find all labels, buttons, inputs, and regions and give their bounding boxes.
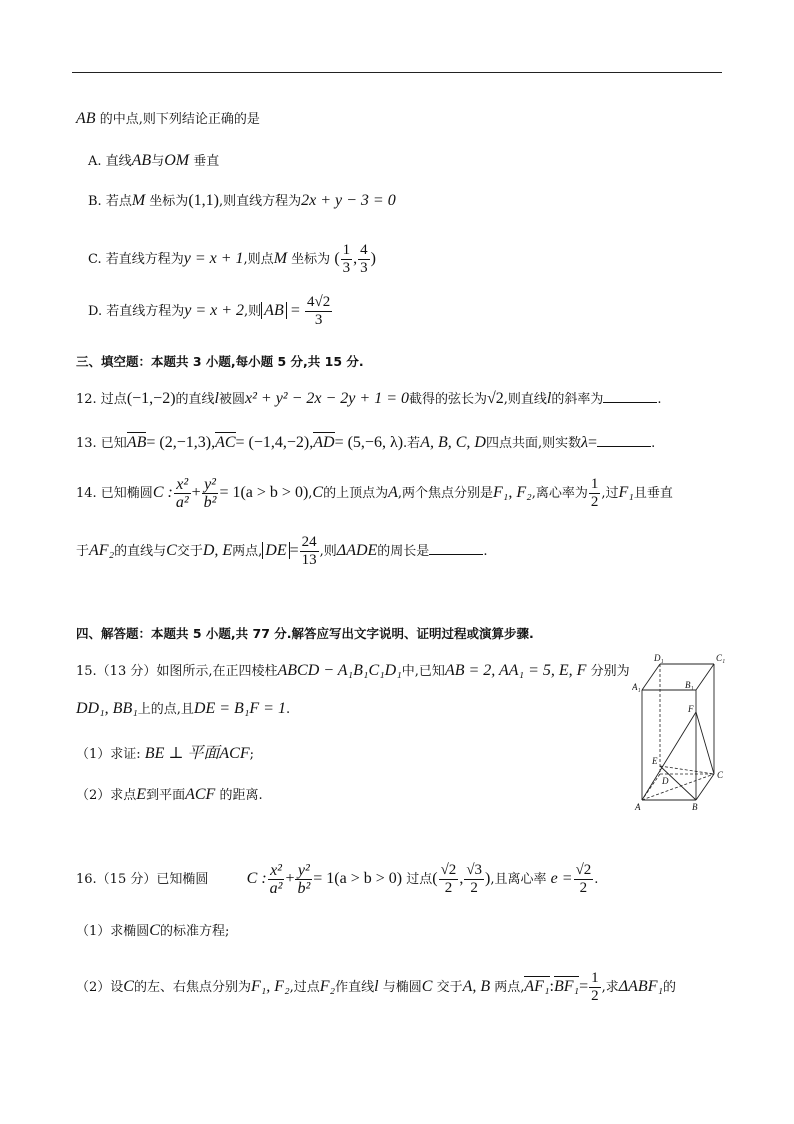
- question-16-part-2: （2）设C的左、右焦点分别为F₁, F₂,过点F₂作直线l 与椭圆C 交于A, B 两点,AF₁:BF₁= $\frac{1}{2}$ ,求ΔABF₁的: [76, 970, 677, 1004]
- figure-label: B₁: [685, 680, 694, 690]
- figure-label: A₁: [632, 682, 641, 692]
- figure-label: B: [692, 802, 698, 812]
- question-16-part-1: （1）求椭圆C的标准方程;: [76, 922, 230, 939]
- answer-blank[interactable]: [597, 434, 651, 447]
- question-13: 13. 已知AB= (2,−1,3),AC= (−1,4,−2),AD= (5,−6, λ).若A, B, C, D四点共面,则实数λ= .: [76, 434, 656, 451]
- answer-blank[interactable]: [429, 542, 483, 555]
- fraction: $\frac{4}{3}$: [360, 242, 368, 276]
- figure-label: F: [688, 704, 694, 714]
- option-c: C. 若直线方程为y = x + 1,则点M 坐标为 ( $\frac{1}{3}$ , $\frac{4}{3}$ ): [88, 242, 376, 276]
- question-12: 12. 过点(−1,−2)的直线l被圆x² + y² − 2x − 2y + 1 = 0截得的弦长为√2,则直线l的斜率为 .: [76, 390, 662, 407]
- header-rule: [72, 72, 722, 73]
- figure-label: E: [652, 756, 658, 766]
- option-a: A. 直线AB与OM 垂直: [88, 152, 220, 169]
- question-14-continued: 于AF₂的直线与C交于D, E两点, DE = $\frac{24}{13}$ ,则ΔADE的周长是 .: [76, 534, 488, 568]
- question-15-continued: DD₁, BB₁上的点,且DE = B₁F = 1.: [76, 700, 291, 717]
- question-15: 15.（13 分）如图所示,在正四棱柱ABCD − A₁B₁C₁D₁中,已知AB = 2, AA₁ = 5, E, F 分别为: [76, 662, 630, 679]
- q11-tail-line: AB 的中点,则下列结论正确的是: [76, 110, 260, 127]
- option-b: B. 若点M 坐标为(1,1),则直线方程为2x + y − 3 = 0: [88, 192, 396, 209]
- question-14: 14. 已知椭圆C : $\frac{\text{x²}}{\text{a²}}$ + $\frac{\text{y²}}{\text{b²}}$ = 1(a > b > 0),C的上顶点为A,两个焦点分别是F₁, F₂,离心率为 $\frac{1}{2}$ ,过F₁且垂直: [76, 476, 673, 511]
- figure-label: C: [717, 770, 724, 780]
- figure-label: A: [635, 802, 641, 812]
- question-15-part-2: （2）求点E到平面ACF 的距离.: [76, 786, 263, 803]
- figure-label: D: [662, 776, 669, 786]
- question-16: 16.（15 分）已知椭圆 C : $\frac{\text{x²}}{\text{a²}}$ + $\frac{\text{y²}}{\text{b²}}$ = 1(a > b > 0) 过点( $\frac{√2}{2}$ , $\frac{√3}{2}$ ),且离心率 e = $\frac{√2}{2}$ .: [76, 862, 599, 897]
- figure-label: C₁: [716, 653, 726, 663]
- fraction: $\frac{1}{3}$: [342, 242, 351, 276]
- question-15-part-1: （1）求证: BE ⊥ 平面ACF;: [76, 745, 255, 762]
- figure-label: D₁: [654, 653, 664, 663]
- answer-blank[interactable]: [603, 390, 657, 403]
- fraction: $\frac{4√2}{3}$: [307, 294, 331, 328]
- section-3-heading: 三、填空题：本题共 3 小题,每小题 5 分,共 15 分.: [76, 354, 364, 369]
- prism-figure: [632, 650, 732, 820]
- section-4-heading: 四、解答题：本题共 5 小题,共 77 分.解答应写出文字说明、证明过程或演算步骤.: [76, 626, 534, 641]
- option-d: D. 若直线方程为y = x + 2,则 AB = $\frac{4√2}{3}$: [88, 294, 331, 328]
